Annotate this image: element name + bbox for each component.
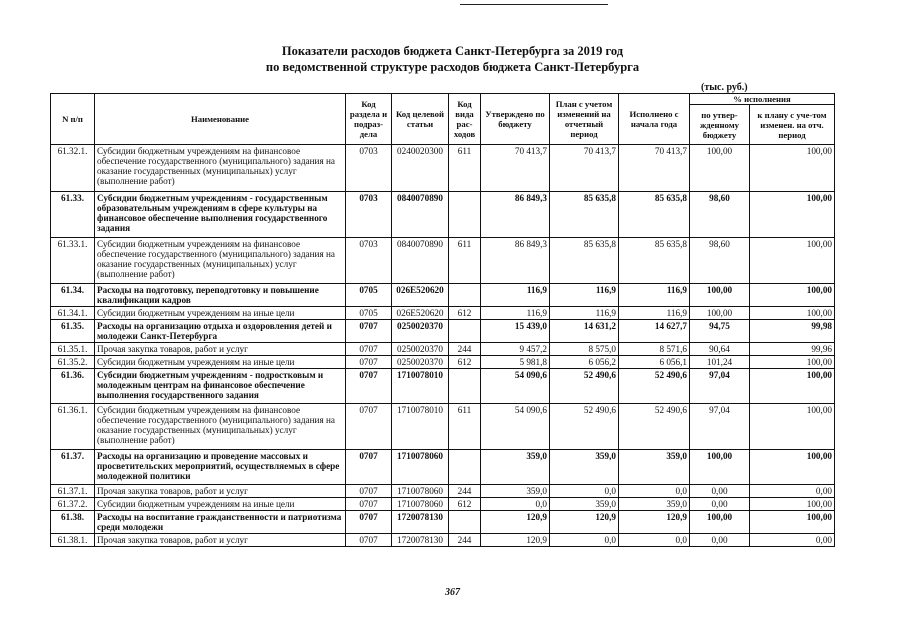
header-approved: Утверждено по бюджету (481, 94, 550, 145)
header-num: N п/п (51, 94, 95, 145)
row-plan: 6 056,2 (550, 356, 619, 369)
row-approved: 120,9 (481, 534, 550, 547)
row-target-code: 1720078130 (392, 511, 449, 534)
row-approved: 54 090,6 (481, 369, 550, 404)
row-type-code (449, 192, 481, 238)
row-approved: 15 439,0 (481, 320, 550, 343)
row-pct-approved: 100,00 (690, 284, 750, 307)
row-name: Субсидии бюджетным учреждениям на иные цели (95, 356, 346, 369)
row-executed: 70 413,7 (619, 145, 690, 192)
row-pct-approved: 100,00 (690, 307, 750, 320)
row-type-code (449, 511, 481, 534)
row-type-code (449, 369, 481, 404)
row-pct-plan: 100,00 (750, 369, 835, 404)
row-section-code: 0703 (346, 145, 392, 192)
row-pct-approved: 101,24 (690, 356, 750, 369)
row-target-code: 1710078010 (392, 404, 449, 450)
row-approved: 54 090,6 (481, 404, 550, 450)
header-percent: % исполнения (690, 94, 835, 105)
row-plan: 8 575,0 (550, 343, 619, 356)
row-name: Расходы на организацию отдыха и оздоровления детей и молодежи Санкт-Петербурга (95, 320, 346, 343)
row-executed: 116,9 (619, 284, 690, 307)
row-section-code: 0707 (346, 356, 392, 369)
row-pct-plan: 100,00 (750, 450, 835, 485)
page-number: 367 (445, 587, 460, 598)
budget-table (50, 93, 835, 547)
row-type-code: 611 (449, 145, 481, 192)
row-executed: 359,0 (619, 450, 690, 485)
row-pct-approved: 100,00 (690, 511, 750, 534)
table-header (51, 94, 835, 145)
row-executed: 359,0 (619, 498, 690, 511)
row-number: 61.32.1. (51, 145, 95, 192)
row-pct-approved: 90,64 (690, 343, 750, 356)
row-pct-approved: 100,00 (690, 450, 750, 485)
row-target-code: 1710078060 (392, 498, 449, 511)
top-rule (460, 4, 608, 5)
table-row (51, 534, 835, 547)
row-number: 61.33. (51, 192, 95, 238)
row-type-code (449, 320, 481, 343)
row-name: Субсидии бюджетным учреждениям на финансовое обеспечение государственного (муниципального) задания на оказание государственных (муниципальных) услуг (выполнение работ) (95, 238, 346, 284)
row-approved: 9 457,2 (481, 343, 550, 356)
row-pct-approved: 98,60 (690, 238, 750, 284)
row-section-code: 0707 (346, 343, 392, 356)
row-plan: 0,0 (550, 485, 619, 498)
row-pct-plan: 100,00 (750, 238, 835, 284)
row-pct-approved: 97,04 (690, 369, 750, 404)
row-number: 61.37.1. (51, 485, 95, 498)
header-pct-plan: к плану с уче-том изменен. на отч. период (750, 105, 835, 145)
row-number: 61.34. (51, 284, 95, 307)
table-row (51, 238, 835, 284)
row-executed: 85 635,8 (619, 192, 690, 238)
row-name: Субсидии бюджетным учреждениям - подростковым и молодежным центрам на финансовое обеспечение выполнения государственного задания (95, 369, 346, 404)
row-plan: 120,9 (550, 511, 619, 534)
row-section-code: 0705 (346, 307, 392, 320)
row-executed: 85 635,8 (619, 238, 690, 284)
header-plan: План с учетом изменений на отчетный период (550, 94, 619, 145)
row-type-code: 244 (449, 485, 481, 498)
row-approved: 116,9 (481, 284, 550, 307)
row-target-code: 1710078060 (392, 450, 449, 485)
row-type-code: 611 (449, 404, 481, 450)
table-row (51, 343, 835, 356)
header-executed: Исполнено с начала года (619, 94, 690, 145)
row-name: Субсидии бюджетным учреждениям на иные цели (95, 307, 346, 320)
row-executed: 0,0 (619, 534, 690, 547)
row-target-code: 0250020370 (392, 343, 449, 356)
row-name: Субсидии бюджетным учреждениям на иные цели (95, 498, 346, 511)
row-name: Расходы на воспитание гражданственности и патриотизма среди молодежи (95, 511, 346, 534)
table-row (51, 450, 835, 485)
row-target-code: 026E520620 (392, 284, 449, 307)
row-target-code: 026E520620 (392, 307, 449, 320)
row-section-code: 0705 (346, 284, 392, 307)
row-pct-approved: 94,75 (690, 320, 750, 343)
row-section-code: 0707 (346, 320, 392, 343)
row-number: 61.33.1. (51, 238, 95, 284)
row-pct-plan: 99,98 (750, 320, 835, 343)
row-section-code: 0707 (346, 369, 392, 404)
row-number: 61.35. (51, 320, 95, 343)
row-pct-approved: 97,04 (690, 404, 750, 450)
row-section-code: 0703 (346, 238, 392, 284)
row-target-code: 0840070890 (392, 238, 449, 284)
row-type-code: 612 (449, 498, 481, 511)
row-plan: 70 413,7 (550, 145, 619, 192)
table-row (51, 284, 835, 307)
row-section-code: 0707 (346, 534, 392, 547)
row-pct-plan: 0,00 (750, 485, 835, 498)
table-row (51, 356, 835, 369)
row-approved: 86 849,3 (481, 238, 550, 284)
row-pct-approved: 0,00 (690, 534, 750, 547)
header-name: Наименование (95, 94, 346, 145)
row-pct-plan: 0,00 (750, 534, 835, 547)
document-title (0, 43, 905, 75)
table-row (51, 192, 835, 238)
row-approved: 86 849,3 (481, 192, 550, 238)
table-row (51, 404, 835, 450)
unit-label: (тыс. руб.) (701, 82, 748, 93)
row-section-code: 0707 (346, 511, 392, 534)
row-plan: 52 490,6 (550, 369, 619, 404)
row-number: 61.38. (51, 511, 95, 534)
row-name: Субсидии бюджетным учреждениям - государственным образовательным учреждениям в сфере культуры на финансовое обеспечение выполнения государственного задания (95, 192, 346, 238)
row-plan: 52 490,6 (550, 404, 619, 450)
table-row (51, 498, 835, 511)
row-plan: 359,0 (550, 498, 619, 511)
row-pct-plan: 100,00 (750, 511, 835, 534)
row-pct-plan: 100,00 (750, 356, 835, 369)
row-executed: 120,9 (619, 511, 690, 534)
row-number: 61.34.1. (51, 307, 95, 320)
row-pct-approved: 100,00 (690, 145, 750, 192)
row-name: Субсидии бюджетным учреждениям на финансовое обеспечение государственного (муниципального) задания на оказание государственных (муниципальных) услуг (выполнение работ) (95, 404, 346, 450)
table-row (51, 145, 835, 192)
row-approved: 116,9 (481, 307, 550, 320)
row-pct-plan: 100,00 (750, 307, 835, 320)
row-approved: 359,0 (481, 450, 550, 485)
table-row (51, 369, 835, 404)
row-name: Прочая закупка товаров, работ и услуг (95, 534, 346, 547)
row-plan: 0,0 (550, 534, 619, 547)
row-executed: 116,9 (619, 307, 690, 320)
row-approved: 0,0 (481, 498, 550, 511)
row-approved: 120,9 (481, 511, 550, 534)
row-number: 61.37. (51, 450, 95, 485)
row-section-code: 0703 (346, 192, 392, 238)
row-number: 61.37.2. (51, 498, 95, 511)
row-type-code: 611 (449, 238, 481, 284)
row-section-code: 0707 (346, 485, 392, 498)
header-type-code: Код вида рас-ходов (449, 94, 481, 145)
row-section-code: 0707 (346, 450, 392, 485)
row-target-code: 0240020300 (392, 145, 449, 192)
row-executed: 52 490,6 (619, 369, 690, 404)
row-name: Субсидии бюджетным учреждениям на финансовое обеспечение государственного (муниципального) задания на оказание государственных (муниципальных) услуг (выполнение работ) (95, 145, 346, 192)
row-plan: 116,9 (550, 307, 619, 320)
row-target-code: 0840070890 (392, 192, 449, 238)
row-plan: 85 635,8 (550, 238, 619, 284)
row-plan: 14 631,2 (550, 320, 619, 343)
row-plan: 85 635,8 (550, 192, 619, 238)
row-pct-approved: 98,60 (690, 192, 750, 238)
row-pct-plan: 100,00 (750, 284, 835, 307)
row-target-code: 1710078060 (392, 485, 449, 498)
row-executed: 8 571,6 (619, 343, 690, 356)
row-pct-plan: 100,00 (750, 498, 835, 511)
row-name: Прочая закупка товаров, работ и услуг (95, 485, 346, 498)
row-pct-plan: 100,00 (750, 145, 835, 192)
row-executed: 52 490,6 (619, 404, 690, 450)
table-body (51, 145, 835, 547)
row-type-code (449, 284, 481, 307)
row-type-code (449, 450, 481, 485)
row-pct-approved: 0,00 (690, 498, 750, 511)
row-name: Расходы на подготовку, переподготовку и повышение квалификации кадров (95, 284, 346, 307)
row-approved: 70 413,7 (481, 145, 550, 192)
row-target-code: 1710078010 (392, 369, 449, 404)
row-number: 61.38.1. (51, 534, 95, 547)
row-approved: 5 981,8 (481, 356, 550, 369)
row-executed: 0,0 (619, 485, 690, 498)
row-approved: 359,0 (481, 485, 550, 498)
table-row (51, 307, 835, 320)
row-plan: 116,9 (550, 284, 619, 307)
row-type-code: 612 (449, 307, 481, 320)
row-pct-approved: 0,00 (690, 485, 750, 498)
row-plan: 359,0 (550, 450, 619, 485)
row-section-code: 0707 (346, 404, 392, 450)
row-pct-plan: 99,96 (750, 343, 835, 356)
title-line-1: Показатели расходов бюджета Санкт-Петербурга за 2019 год (281, 44, 624, 58)
title-line-2: по ведомственной структуре расходов бюджета Санкт-Петербурга (265, 60, 640, 74)
row-pct-plan: 100,00 (750, 404, 835, 450)
row-target-code: 0250020370 (392, 356, 449, 369)
row-number: 61.36.1. (51, 404, 95, 450)
row-target-code: 0250020370 (392, 320, 449, 343)
row-type-code: 244 (449, 343, 481, 356)
header-section-code: Код раздела и подраз-дела (346, 94, 392, 145)
row-executed: 6 056,1 (619, 356, 690, 369)
header-pct-approved: по утвер-жденному бюджету (690, 105, 750, 145)
row-type-code: 244 (449, 534, 481, 547)
row-number: 61.35.1. (51, 343, 95, 356)
row-target-code: 1720078130 (392, 534, 449, 547)
row-section-code: 0707 (346, 498, 392, 511)
row-pct-plan: 100,00 (750, 192, 835, 238)
row-number: 61.36. (51, 369, 95, 404)
table-row (51, 320, 835, 343)
row-executed: 14 627,7 (619, 320, 690, 343)
table-row (51, 511, 835, 534)
table-row (51, 485, 835, 498)
header-target-code: Код целевой статьи (392, 94, 449, 145)
row-name: Прочая закупка товаров, работ и услуг (95, 343, 346, 356)
row-number: 61.35.2. (51, 356, 95, 369)
row-name: Расходы на организацию и проведение массовых и просветительских мероприятий, осуществляемых в сфере молодежной политики (95, 450, 346, 485)
row-type-code: 612 (449, 356, 481, 369)
